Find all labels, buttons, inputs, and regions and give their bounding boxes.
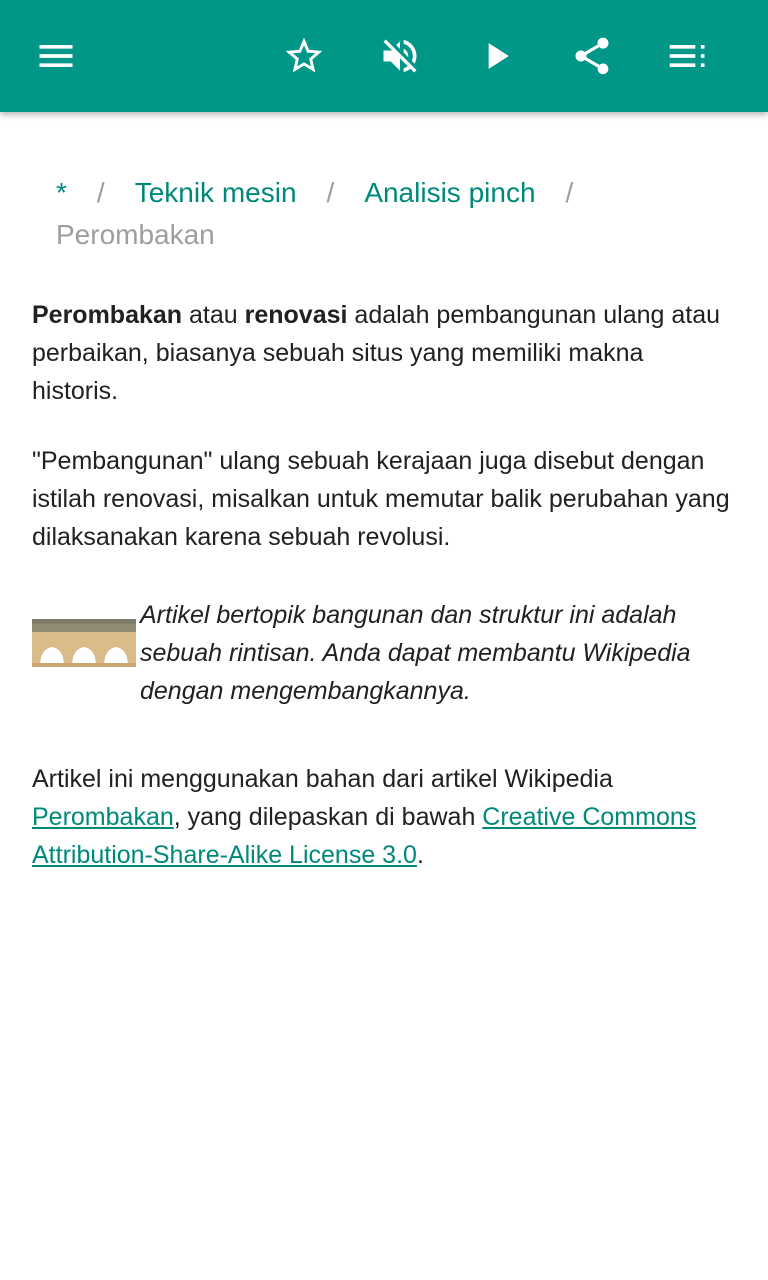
- bridge-icon: [32, 619, 136, 667]
- app-toolbar: [0, 0, 768, 112]
- attribution-suffix: .: [416, 841, 424, 869]
- license-link[interactable]: Creative Commons Attribution-Share-Alike License 3.0: [32, 803, 697, 869]
- attribution-prefix: Artikel ini menggunakan bahan dari artikel Wikipedia: [32, 765, 613, 793]
- menu-icon: [34, 34, 78, 78]
- breadcrumb-separator: /: [565, 177, 574, 208]
- term-renovasi: renovasi: [244, 301, 348, 329]
- attribution-paragraph: [32, 760, 732, 874]
- playlist-icon: [666, 34, 710, 78]
- article-paragraph-intro: [32, 296, 732, 410]
- breadcrumb-current: Perombakan: [56, 219, 215, 250]
- share-icon: [570, 34, 614, 78]
- stub-text: Artikel bertopik bangunan dan struktur ini adalah sebuah rintisan. Anda dapat membantu Wikipedia dengan mengembangkannya.: [140, 601, 691, 705]
- play-icon: [474, 34, 518, 78]
- breadcrumb-separator: /: [326, 177, 335, 208]
- breadcrumb-item-root[interactable]: *: [56, 177, 67, 208]
- attribution-middle: , yang dilepaskan di bawah: [173, 803, 483, 831]
- breadcrumb-separator: /: [96, 177, 105, 208]
- mute-button[interactable]: [372, 28, 428, 84]
- breadcrumb: [56, 172, 732, 256]
- volume-off-icon: [378, 34, 422, 78]
- share-button[interactable]: [564, 28, 620, 84]
- article-content: [32, 172, 732, 874]
- menu-button[interactable]: [28, 28, 84, 84]
- article-paragraph-2: "Pembangunan" ulang sebuah kerajaan juga disebut dengan istilah renovasi, misalkan untuk memutar balik perubahan yang dilaksanakan karena sebuah revolusi.: [32, 447, 730, 551]
- stub-notice: [32, 596, 732, 710]
- breadcrumb-item-analisis-pinch[interactable]: Analisis pinch: [364, 177, 536, 208]
- favorite-button[interactable]: [276, 28, 332, 84]
- star-outline-icon: [282, 34, 326, 78]
- wikipedia-article-link[interactable]: Perombakan: [32, 803, 174, 831]
- play-button[interactable]: [468, 28, 524, 84]
- intro-conjunction: atau: [182, 301, 245, 329]
- term-perombakan: Perombakan: [32, 301, 183, 329]
- breadcrumb-item-teknik-mesin[interactable]: Teknik mesin: [134, 177, 297, 208]
- playlist-button[interactable]: [660, 28, 716, 84]
- intro-rest: adalah pembangunan ulang atau perbaikan, biasanya sebuah situs yang memiliki makna historis.: [32, 301, 721, 405]
